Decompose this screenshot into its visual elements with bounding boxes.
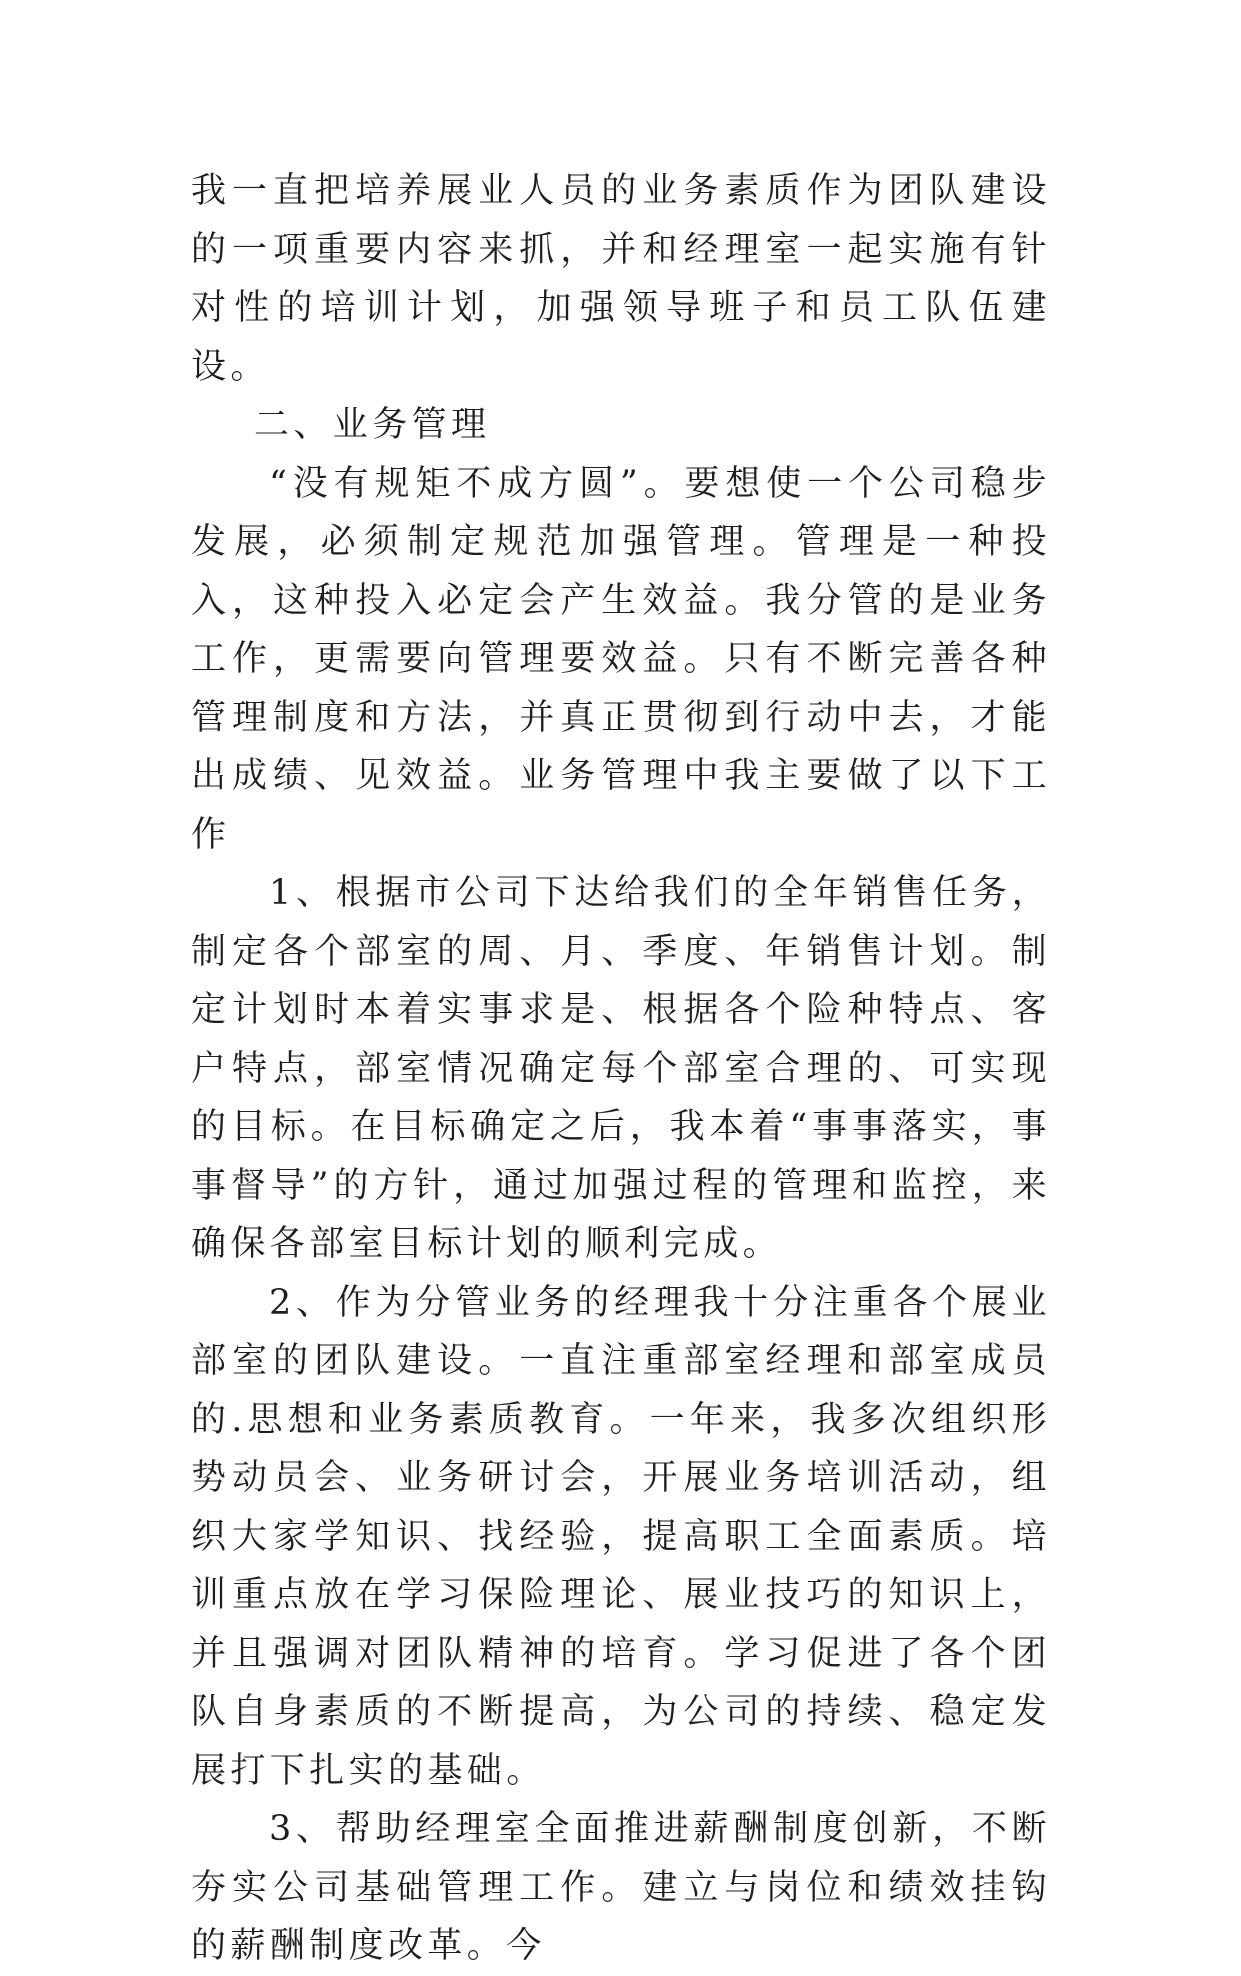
paragraph-item-3-salary-reform: 3、帮助经理室全面推进薪酬制度创新，不断夯实公司基础管理工作。建立与岗位和绩效挂钩的薪酬制度改革。今 <box>191 1809 1051 1966</box>
paragraph-management-intro: “没有规矩不成方圆”。要想使一个公司稳步发展，必须制定规范加强管理。管理是一种投入，这种投入必定会产生效益。我分管的是业务工作，更需要向管理要效益。只有不断完善各种管理制度和方法，并真正贯彻到行动中去，才能出成绩、见效益。业务管理中我主要做了以下工作 <box>191 463 1051 855</box>
paragraph-team-training: 我一直把培养展业人员的业务素质作为团队建设的一项重要内容来抓，并和经理室一起实施有针对性的培训计划，加强领导班子和员工队伍建设。 <box>191 171 1051 387</box>
paragraph-item-1-sales-plan: 1、根据市公司下达给我们的全年销售任务，制定各个部室的周、月、季度、年销售计划。制定计划时本着实事求是、根据各个险种特点、客户特点，部室情况确定每个部室合理的、可实现的目标。在目标确定之后，我本着“事事落实，事事督导”的方针，通过加强过程的管理和监控，来确保各部室目标计划的顺利完成。 <box>191 873 1051 1264</box>
paragraph-item-2-team-building: 2、作为分管业务的经理我十分注重各个展业部室的团队建设。一直注重部室经理和部室成员的.思想和业务素质教育。一年来，我多次组织形势动员会、业务研讨会，开展业务培训活动，组织大家学知识、找经验，提高职工全面素质。培训重点放在学习保险理论、展业技巧的知识上，并且强调对团队精神的培育。学习促进了各个团队自身素质的不断提高，为公司的持续、稳定发展打下扎实的基础。 <box>191 1282 1051 1791</box>
section-heading-business-management: 二、业务管理 <box>254 405 491 445</box>
document-body <box>191 162 1051 1976</box>
